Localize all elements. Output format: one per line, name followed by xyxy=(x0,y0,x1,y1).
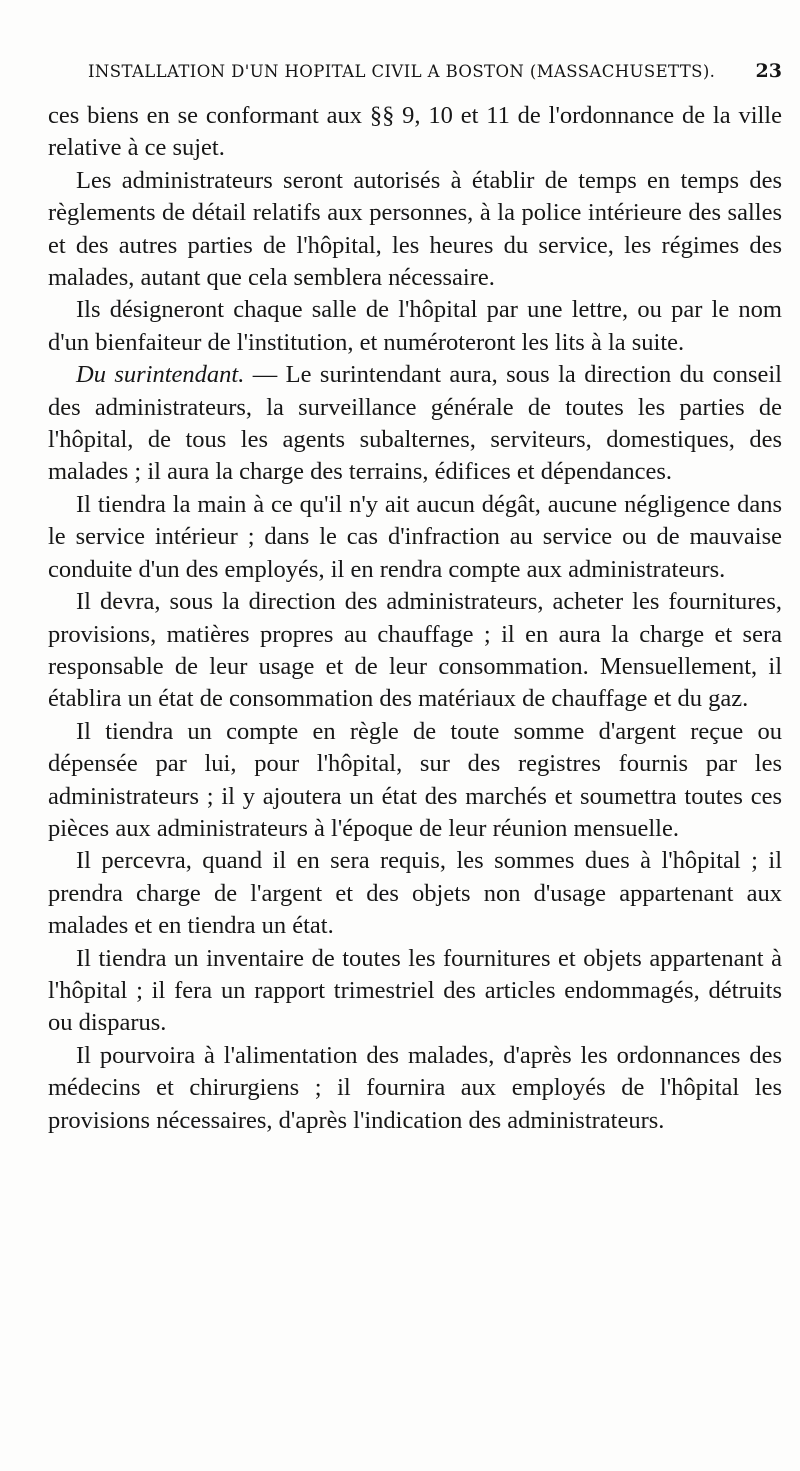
paragraph-text: Il devra, sous la direction des administrateurs, acheter les fournitures, provisions, matières propres au chauffage ; il en aura la charge et sera responsable de leur usage et de leur consommation. Mensuellement, il établira un état de consommation des matériaux de chauffage et du gaz. xyxy=(48,588,782,713)
paragraph-text: Il tiendra un inventaire de toutes les fournitures et objets appartenant à l'hôpital ; il fera un rapport trimestriel des articles endommagés, détruits ou disparus. xyxy=(48,944,782,1037)
paragraph-provisions xyxy=(48,1040,782,1137)
paragraph-text: — Le surintendant aura, sous la direction du conseil des administrateurs, la surveillance générale de toutes les parties de l'hôpital, de tous les agents subalternes, serviteurs, domestiques, des malades ; il aura la charge des terrains, édifices et dépendances. xyxy=(48,361,782,486)
paragraph-text: Il percevra, quand il en sera requis, les sommes dues à l'hôpital ; il prendra charge de l'argent et des objets non d'usage appartenant aux malades et en tiendra un état. xyxy=(48,847,782,940)
paragraph-text: Ils désigneront chaque salle de l'hôpital par une lettre, ou par le nom d'un bienfaiteur de l'institution, et numéroteront les lits à la suite. xyxy=(48,296,782,356)
section-lead: Du surintendant. xyxy=(76,361,245,389)
paragraph-ward-naming xyxy=(48,294,782,359)
paragraph-supplies xyxy=(48,586,782,716)
running-title: INSTALLATION D'UN HOPITAL CIVIL A BOSTON (MASSACHUSETTS). xyxy=(88,62,716,81)
paragraph-regulations xyxy=(48,165,782,295)
paragraph-inventory xyxy=(48,943,782,1040)
paragraph-superintendent xyxy=(48,359,782,489)
paragraph-collections xyxy=(48,845,782,942)
paragraph-accounts xyxy=(48,716,782,846)
paragraph-continuation xyxy=(48,100,782,165)
paragraph-text: Les administrateurs seront autorisés à établir de temps en temps des règlements de détail relatifs aux personnes, à la police intérieure des salles et des autres parties de l'hôpital, les heures du service, les régimes des malades, autant que cela semblera nécessaire. xyxy=(48,166,782,292)
paragraph-text: Il tiendra la main à ce qu'il n'y ait aucun dégât, aucune négligence dans le service intérieur ; dans le cas d'infraction au service ou de mauvaise conduite d'un des employés, il en rendra compte aux administrateurs. xyxy=(48,490,782,583)
page-number: 23 xyxy=(755,60,782,82)
running-head xyxy=(48,58,782,88)
paragraph-discipline xyxy=(48,489,782,586)
body-text xyxy=(48,100,782,1137)
paragraph-text: Il tiendra un compte en règle de toute somme d'argent reçue ou dépensée par lui, pour l'hôpital, sur des registres fournis par les administrateurs ; il y ajoutera un état des marchés et soumettra toutes ces pièces aux administrateurs à l'époque de leur réunion mensuelle. xyxy=(48,717,782,842)
paragraph-text: ces biens en se conformant aux §§ 9, 10 et 11 de l'ordonnance de la ville relative à ce sujet. xyxy=(48,102,782,162)
paragraph-text: Il pourvoira à l'alimentation des malades, d'après les ordonnances des médecins et chirurgiens ; il fournira aux employés de l'hôpital les provisions nécessaires, d'après l'indication des administrateurs. xyxy=(48,1041,782,1134)
